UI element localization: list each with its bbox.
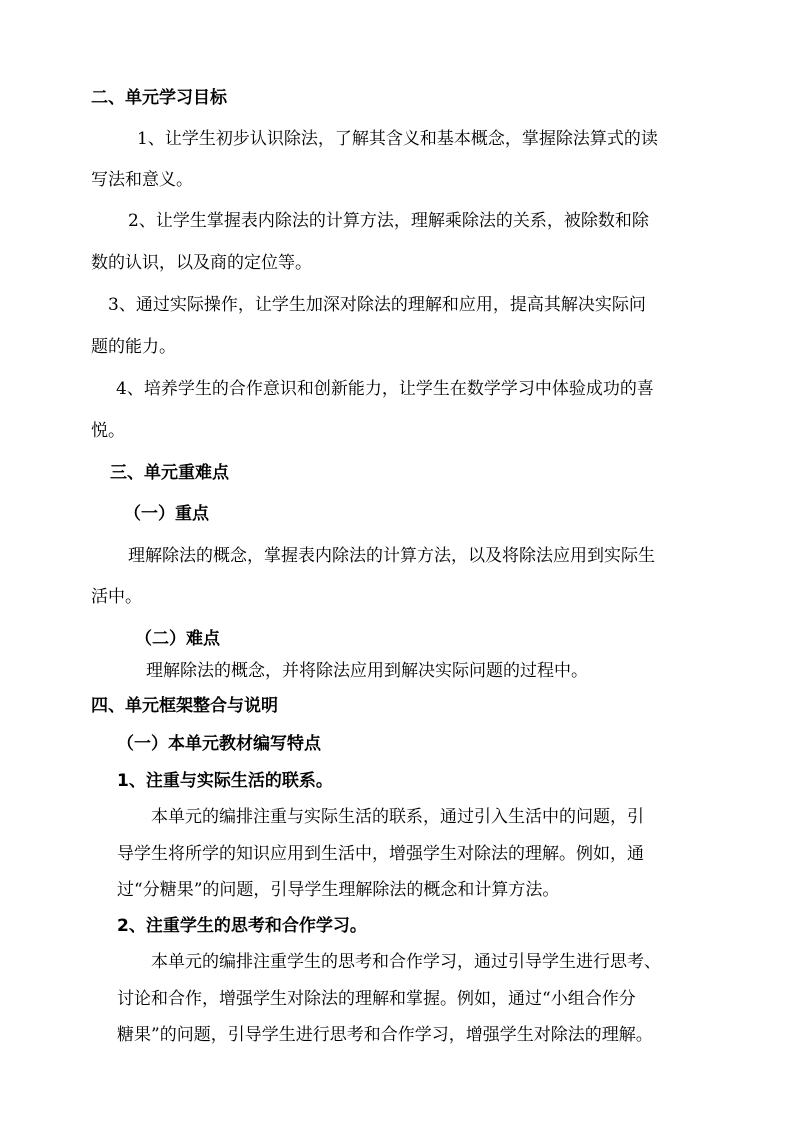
key-points-line-1: 理解除法的概念，掌握表内除法的计算方法，以及将除法应用到实际生 xyxy=(128,546,655,566)
feature-2-title: 2、注重学生的思考和合作学习。 xyxy=(117,916,367,936)
feature-1-line-1: 本单元的编排注重与实际生活的联系，通过引入生活中的问题，引 xyxy=(151,807,644,827)
section-heading-key-difficulties: 三、单元重难点 xyxy=(110,463,229,483)
goal-2-line-1: 2、让学生掌握表内除法的计算方法，理解乘除法的关系，被除数和除 xyxy=(128,211,649,231)
feature-1-line-2: 导学生将所学的知识应用到生活中，增强学生对除法的理解。例如，通 xyxy=(117,844,644,864)
subheading-textbook-features: （一）本单元教材编写特点 xyxy=(117,734,321,754)
feature-1-line-3: 过“分糖果”的问题，引导学生理解除法的概念和计算方法。 xyxy=(117,880,560,900)
goal-1-line-2: 写法和意义。 xyxy=(91,170,193,190)
section-heading-framework: 四、单元框架整合与说明 xyxy=(91,696,278,716)
key-points-line-2: 活中。 xyxy=(91,587,142,607)
feature-1-title: 1、注重与实际生活的联系。 xyxy=(117,771,333,791)
goal-2-line-2: 数的认识，以及商的定位等。 xyxy=(91,253,312,273)
goal-4-line-2: 悦。 xyxy=(91,421,125,441)
subheading-difficulties: （二）难点 xyxy=(135,629,220,649)
goal-3-line-1: 3、通过实际操作，让学生加深对除法的理解和应用，提高其解决实际问 xyxy=(108,295,646,315)
subheading-key-points: （一）重点 xyxy=(124,504,209,524)
feature-2-line-2: 讨论和合作，增强学生对除法的理解和掌握。例如，通过“小组合作分 xyxy=(117,989,636,1009)
difficulties-text: 理解除法的概念，并将除法应用到解决实际问题的过程中。 xyxy=(146,661,588,681)
feature-2-line-3: 糖果”的问题，引导学生进行思考和合作学习，增强学生对除法的理解。 xyxy=(117,1025,653,1045)
feature-2-line-1: 本单元的编排注重学生的思考和合作学习，通过引导学生进行思考、 xyxy=(151,952,661,972)
goal-1-line-1: 1、让学生初步认识除法，了解其含义和基本概念，掌握除法算式的读 xyxy=(137,129,658,149)
section-heading-goals: 二、单元学习目标 xyxy=(91,88,227,108)
goal-3-line-2: 题的能力。 xyxy=(91,337,176,357)
goal-4-line-1: 4、培养学生的合作意识和创新能力，让学生在数学学习中体验成功的喜 xyxy=(116,379,654,399)
